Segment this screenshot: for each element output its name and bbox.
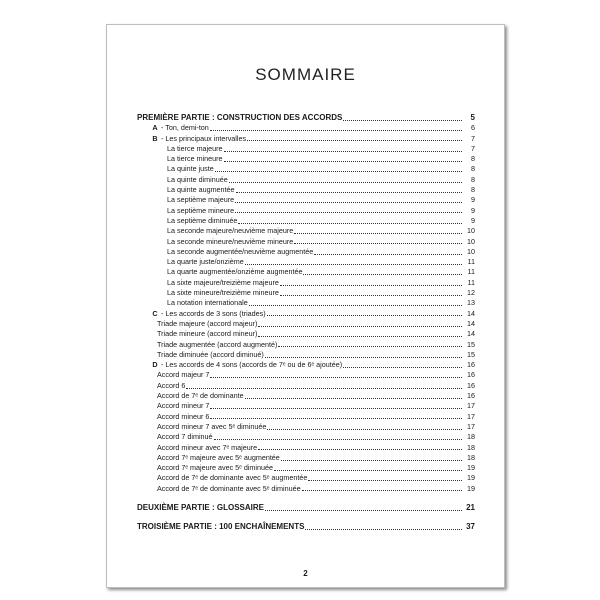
toc-page-number: 16 [467,370,475,380]
toc-page-number: 19 [467,463,475,473]
toc-page-number: 8 [471,185,475,195]
toc-entry [137,350,475,360]
toc-page-number: 16 [467,380,475,390]
dot-leader [302,490,462,491]
entry-label: Accord 6 [157,380,186,390]
dot-leader [267,315,462,316]
dot-leader [229,182,462,183]
dot-leader [303,274,462,275]
dot-leader [343,367,462,368]
toc-page-number: 9 [471,195,475,205]
dot-leader [294,243,462,244]
entry-label: Triade mineure (accord mineur) [157,329,258,339]
dot-leader [278,346,462,347]
toc-entry [137,381,475,391]
toc-entry [137,432,475,442]
dot-leader [235,212,462,213]
toc-entry [137,329,475,339]
toc-page-number: 8 [471,164,475,174]
toc-entry [137,422,475,432]
toc-page-number: 21 [466,502,475,512]
dot-leader [210,408,462,409]
entry-label: Accord de 7ᵉ de dominante [157,391,244,401]
document-page [106,24,505,588]
toc-page-number: 11 [467,267,475,277]
toc-page-number: 9 [471,205,475,215]
toc-entry [137,144,475,154]
toc-part-1 [137,113,475,123]
toc-page-number: 11 [467,257,475,267]
toc-entry [137,370,475,380]
toc-entry [137,164,475,174]
toc-page-number: 17 [467,411,475,421]
section-letter: C [152,308,158,318]
dot-leader [281,460,462,461]
dot-leader [238,223,462,224]
toc-page-number: 5 [470,113,475,122]
dot-leader [308,480,462,481]
dot-leader [214,439,462,440]
toc-page-number: 12 [467,288,475,298]
entry-label: La notation internationale [167,298,248,308]
entry-label: Accord mineur 7 [157,401,210,411]
toc-page-number: 18 [467,442,475,452]
entry-label: La seconde augmentée/neuvième augmentée [167,246,314,256]
toc-section-a [137,123,475,133]
toc-page-number: 15 [467,339,475,349]
section-label: - Les accords de 3 sons (triades) [161,308,266,318]
dot-leader [280,295,462,296]
page-number: 2 [303,569,308,578]
page-title: SOMMAIRE [255,65,356,84]
section-label: - Ton, demi-ton [161,123,209,133]
dot-leader [247,140,462,141]
section-letter: D [152,360,158,370]
toc-page-number: 9 [471,215,475,225]
toc-entry [137,175,475,185]
dot-leader [186,388,462,389]
dot-leader [258,449,462,450]
toc-page-number: 17 [467,401,475,411]
toc-page-number: 7 [471,133,475,143]
entry-label: Accord 7 diminué [157,432,213,442]
toc-page-number: 10 [467,246,475,256]
dot-leader [305,529,462,530]
entry-label: Accord de 7ᵉ de dominante avec 5ᵉ diminuée [157,483,301,493]
entry-label: Triade majeure (accord majeur) [157,318,258,328]
entry-label: La tierce majeure [167,143,223,153]
dot-leader [210,130,462,131]
section-letter: B [152,133,158,143]
toc-part-2 [137,503,475,513]
entry-label: La quarte juste/onzième [167,257,244,267]
dot-leader [249,305,462,306]
dot-leader [280,285,462,286]
toc-entry [137,401,475,411]
toc-entry [137,257,475,267]
dot-leader [294,233,462,234]
dot-leader [258,326,462,327]
dot-leader [258,336,462,337]
toc-page-number: 13 [467,298,475,308]
toc-part-label: DEUXIÈME PARTIE : GLOSSAIRE [137,502,264,512]
entry-label: Accord de 7ᵉ de dominante avec 5ᵉ augmentée [157,473,308,483]
dot-leader [224,151,462,152]
toc-entry [137,185,475,195]
dot-leader [224,161,462,162]
toc-page-number: 19 [467,473,475,483]
dot-leader [235,202,462,203]
toc-entry [137,247,475,257]
spacer [137,513,475,522]
entry-label: La septième mineure [167,205,235,215]
toc-entry [137,473,475,483]
toc-page-number: 14 [467,318,475,328]
toc-page-number: 7 [471,143,475,153]
toc-entry [137,443,475,453]
toc-page-number: 8 [471,174,475,184]
toc-page-number: 15 [467,349,475,359]
dot-leader [236,192,462,193]
toc-entry [137,412,475,422]
dot-leader [274,470,462,471]
toc-entry [137,391,475,401]
table-of-contents [137,113,475,533]
dot-leader [245,264,462,265]
toc-entry [137,226,475,236]
entry-label: La sixte majeure/treizième majeure [167,277,279,287]
toc-entry [137,206,475,216]
spacer [137,494,475,503]
toc-page-number: 10 [467,226,475,236]
section-letter: A [152,123,158,133]
entry-label: Triade augmentée (accord augmenté) [157,339,278,349]
entry-label: La septième majeure [167,195,235,205]
toc-entry [137,484,475,494]
dot-leader [343,120,462,121]
entry-label: La tierce mineure [167,154,223,164]
dot-leader [314,254,462,255]
toc-page-number: 11 [467,277,475,287]
toc-page-number: 19 [467,483,475,493]
dot-leader [210,377,462,378]
entry-label: Accord mineur 6 [157,411,210,421]
toc-entry [137,267,475,277]
toc-page-number: 18 [467,432,475,442]
entry-label: La septième diminuée [167,215,238,225]
dot-leader [215,171,462,172]
entry-label: Accord 7ᵉ majeure avec 5ᵉ augmentée [157,452,280,462]
toc-section-c [137,309,475,319]
dot-leader [265,357,462,358]
dot-leader [265,510,462,511]
section-label: - Les principaux intervalles [161,133,247,143]
toc-page-number: 6 [471,123,475,133]
toc-entry [137,463,475,473]
toc-page-number: 18 [467,452,475,462]
toc-page-number: 16 [467,391,475,401]
toc-page-number: 17 [467,421,475,431]
toc-entry [137,298,475,308]
toc-entry [137,195,475,205]
toc-entry [137,319,475,329]
dot-leader [267,429,462,430]
entry-label: La seconde mineure/neuvième mineure [167,236,294,246]
entry-label: La seconde majeure/neuvième majeure [167,226,294,236]
toc-page-number: 8 [471,154,475,164]
toc-entry [137,237,475,247]
toc-entry [137,340,475,350]
dot-leader [245,398,462,399]
entry-label: La quinte juste [167,164,214,174]
toc-page-number: 37 [466,522,475,532]
entry-label: La quarte augmentée/onzième augmentée [167,267,303,277]
entry-label: La quinte augmentée [167,185,235,195]
entry-label: Accord 7ᵉ majeure avec 5ᵉ diminuée [157,463,274,473]
toc-section-b [137,134,475,144]
toc-page-number: 14 [467,308,475,318]
entry-label: La sixte mineure/treizième mineure [167,288,279,298]
toc-entry [137,288,475,298]
entry-label: La quinte diminuée [167,174,228,184]
toc-part-label: PREMIÈRE PARTIE : CONSTRUCTION DES ACCORDS [137,113,343,122]
dot-leader [210,418,462,419]
toc-entry [137,278,475,288]
toc-entry [137,216,475,226]
toc-part-label: TROISIÈME PARTIE : 100 ENCHAÎNEMENTS [137,522,305,532]
toc-entry [137,154,475,164]
toc-page-number: 16 [467,360,475,370]
entry-label: Accord mineur 7 avec 5ᵉ diminuée [157,421,267,431]
toc-part-3 [137,522,475,532]
entry-label: Accord mineur avec 7ᵉ majeure [157,442,258,452]
toc-page-number: 14 [467,329,475,339]
entry-label: Triade diminuée (accord diminué) [157,349,264,359]
toc-entry [137,453,475,463]
toc-page-number: 10 [467,236,475,246]
section-label: - Les accords de 4 sons (accords de 7ᵉ ou de 6ᵉ ajoutée) [161,360,343,370]
entry-label: Accord majeur 7 [157,370,210,380]
toc-section-d [137,360,475,370]
